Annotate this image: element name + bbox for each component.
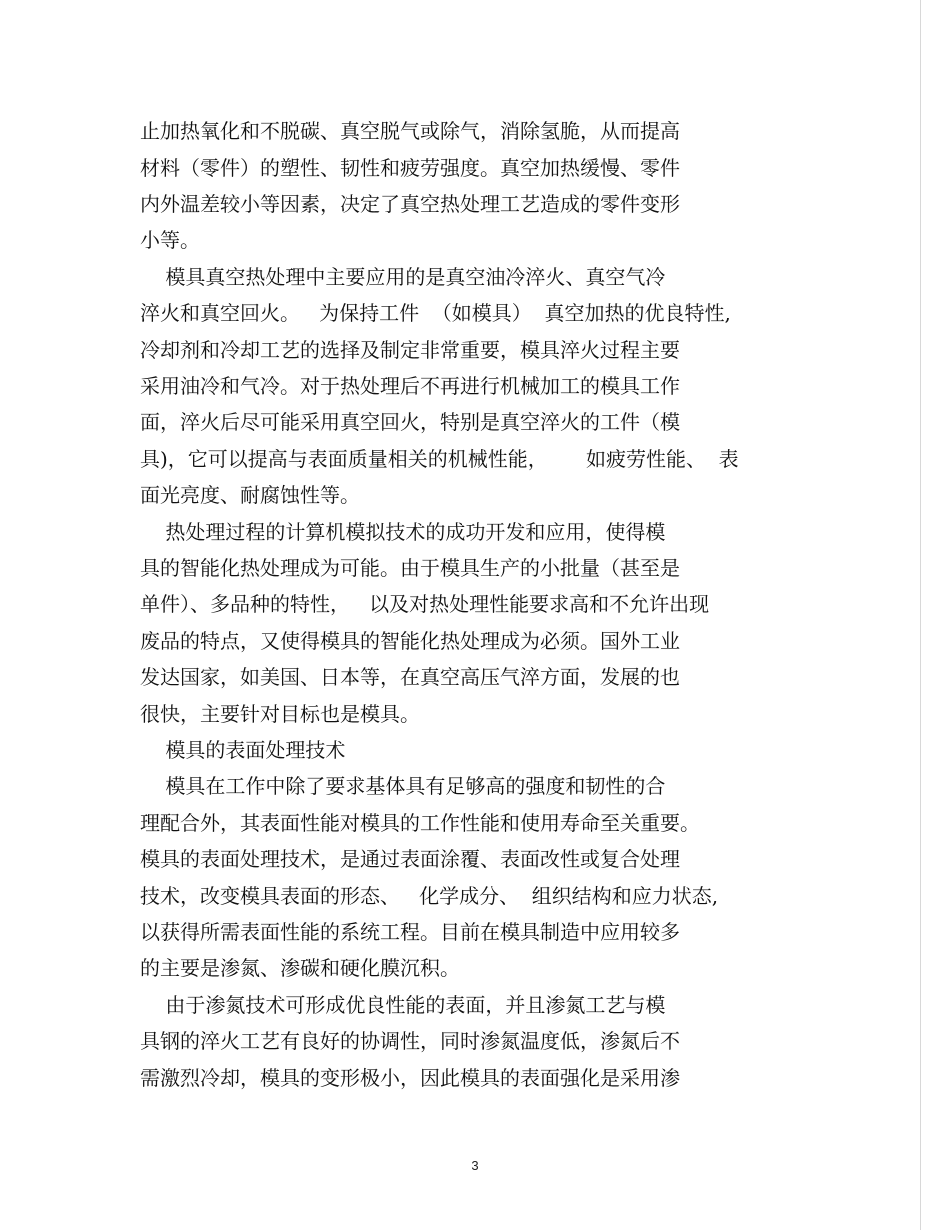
body-text-line: 需激烈冷却，模具的变形极小，因此模具的表面强化是采用渗 [140, 1066, 680, 1090]
body-text-line: 具钢的淬火工艺有良好的协调性，同时渗氮温度低，渗氮后不 [140, 1029, 680, 1053]
body-text-line: 的主要是渗氮、渗碳和硬化膜沉积。 [140, 956, 460, 980]
body-text-line: 具)，它可以提高与表面质量相关的机械性能， 如疲劳性能、 表 [140, 447, 739, 471]
body-text-line: 发达国家，如美国、日本等，在真空高压气淬方面，发展的也 [140, 665, 680, 689]
body-text-line: 面，淬火后尽可能采用真空回火，特别是真空淬火的工件（模 [140, 410, 680, 434]
paragraph-first-line: 模具在工作中除了要求基体具有足够高的强度和韧性的合 [140, 774, 666, 798]
body-text-line: 理配合外，其表面性能对模具的工作性能和使用寿命至关重要。 [140, 811, 700, 835]
body-text-line: 废品的特点，又使得模具的智能化热处理成为必须。国外工业 [140, 629, 680, 653]
section-heading: 模具的表面处理技术 [140, 738, 346, 762]
body-text-line: 淬火和真空回火。 为保持工件 （如模具） 真空加热的优良特性, [140, 301, 731, 325]
body-text-line: 材料（零件）的塑性、韧性和疲劳强度。真空加热缓慢、零件 [140, 156, 680, 180]
body-text-line: 止加热氧化和不脱碳、真空脱气或除气，消除氢脆，从而提高 [140, 119, 680, 143]
body-text-line: 具的智能化热处理成为可能。由于模具生产的小批量（甚至是 [140, 556, 680, 580]
body-text-line: 采用油冷和气冷。对于热处理后不再进行机械加工的模具工作 [140, 374, 680, 398]
body-text-line: 冷却剂和冷却工艺的选择及制定非常重要，模具淬火过程主要 [140, 338, 680, 362]
body-text-line: 单件）、多品种的特性， 以及对热处理性能要求高和不允许出现 [140, 592, 710, 616]
body-text-line: 内外温差较小等因素，决定了真空热处理工艺造成的零件变形 [140, 192, 680, 216]
body-text-line: 面光亮度、耐腐蚀性等。 [140, 483, 360, 507]
paragraph-first-line: 热处理过程的计算机模拟技术的成功开发和应用，使得模 [140, 520, 666, 544]
page-edge-divider [920, 0, 921, 1230]
body-text-line: 技术，改变模具表面的形态、 化学成分、 组织结构和应力状态, [140, 884, 719, 908]
page-number: 3 [471, 1158, 479, 1173]
body-text-line: 以获得所需表面性能的系统工程。目前在模具制造中应用较多 [140, 920, 680, 944]
body-text-line: 小等。 [140, 228, 200, 252]
paragraph-first-line: 由于渗氮技术可形成优良性能的表面，并且渗氮工艺与模 [140, 993, 666, 1017]
body-text-line: 很快，主要针对目标也是模具。 [140, 702, 420, 726]
body-text-line: 模具的表面处理技术，是通过表面涂覆、表面改性或复合处理 [140, 847, 680, 871]
paragraph-first-line: 模具真空热处理中主要应用的是真空油冷淬火、真空气冷 [140, 265, 666, 289]
